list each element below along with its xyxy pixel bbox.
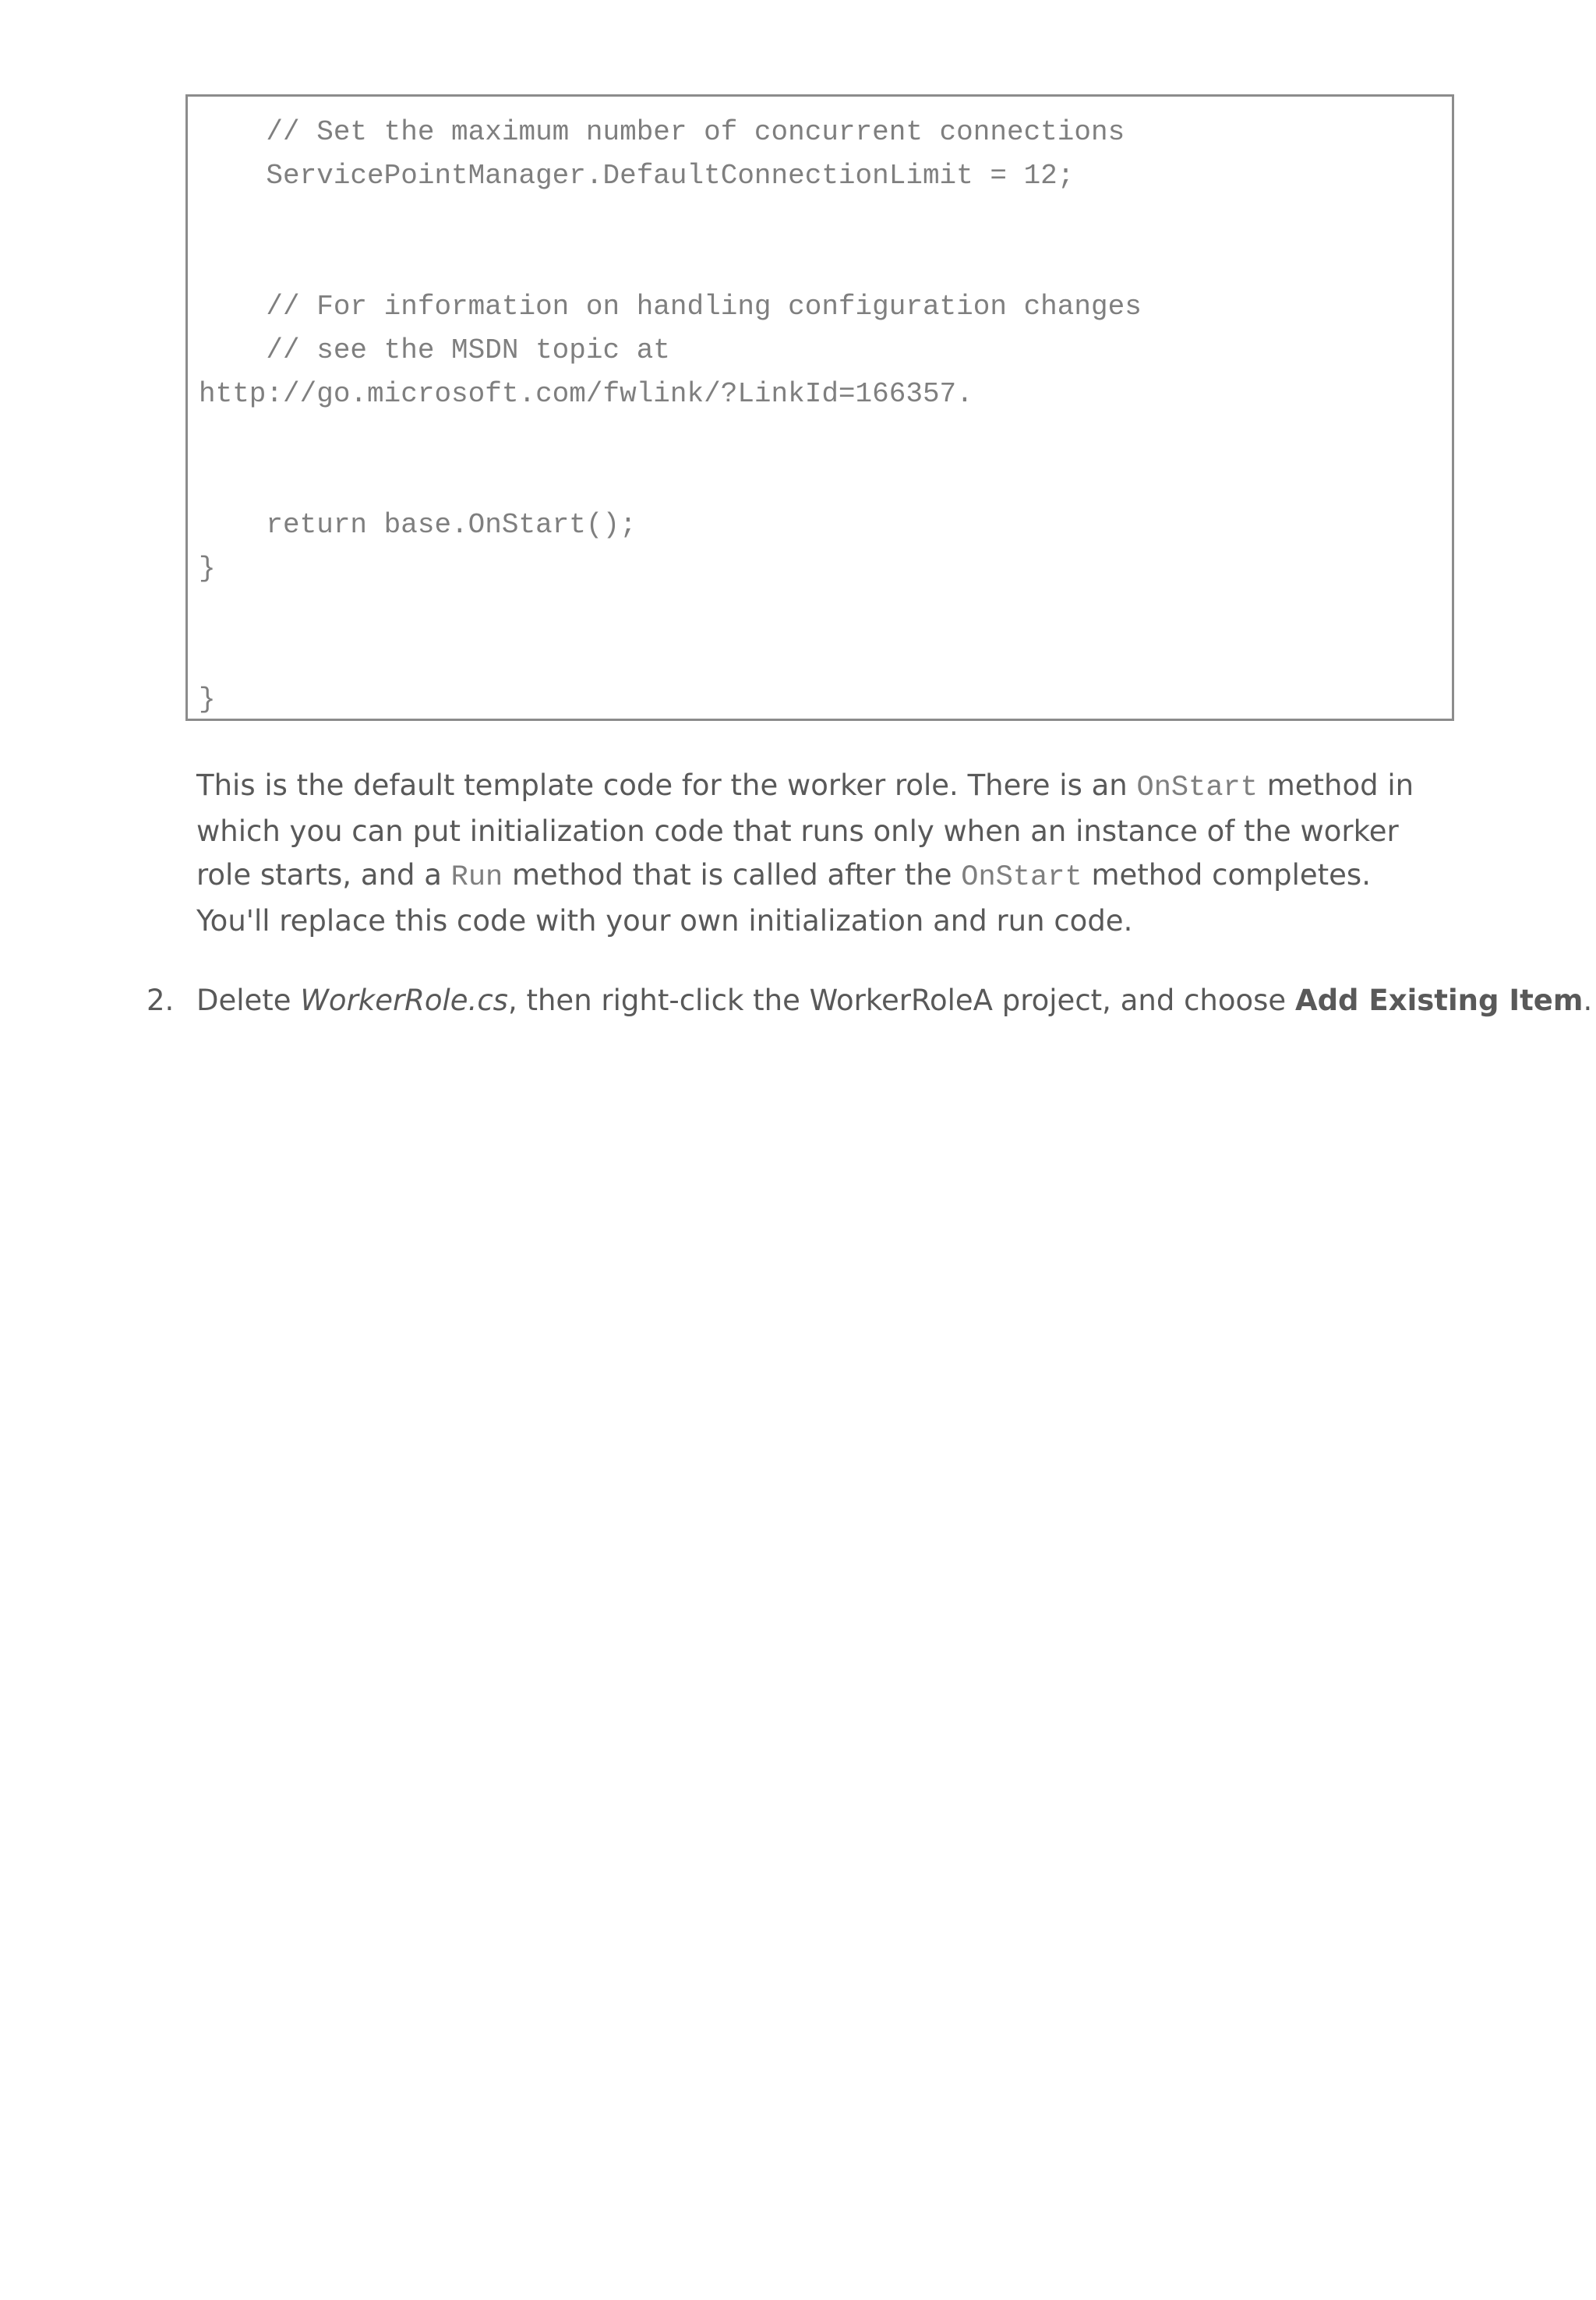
step-2-text <box>196 979 1593 1023</box>
description-paragraph <box>196 764 1451 943</box>
paragraph-text: method completes. You'll replace this code with your own initialization and run code. <box>196 858 1371 938</box>
file-name: WorkerRole.cs <box>300 984 508 1017</box>
code-line: // For information on handling configuration changes <box>199 291 1142 323</box>
step-text: . <box>1583 984 1593 1017</box>
inline-code-onstart: OnStart <box>1136 772 1258 804</box>
inline-code-onstart: OnStart <box>961 861 1082 894</box>
menu-action: Add Existing Item <box>1294 984 1584 1017</box>
code-line: // Set the maximum number of concurrent connections <box>199 116 1125 148</box>
code-line: } <box>199 684 216 715</box>
code-line: return base.OnStart(); <box>199 509 637 541</box>
step-text: , then right-click the WorkerRoleA project, and choose <box>507 984 1295 1017</box>
code-line: ServicePointManager.DefaultConnectionLimit = 12; <box>199 160 1075 192</box>
code-line: } <box>199 553 216 585</box>
step-text: Delete <box>196 984 301 1017</box>
paragraph-text: This is the default template code for the worker role. There is an <box>196 768 1137 802</box>
inline-code-run: Run <box>450 861 503 894</box>
paragraph-text: method in which you can put initialization code that runs only when an instance of the worker role starts, and a <box>196 768 1414 892</box>
code-block <box>185 94 1454 721</box>
list-number: 2. <box>147 984 175 1017</box>
paragraph-text: method that is called after the <box>503 858 962 892</box>
code-line: // see the MSDN topic at <box>199 334 670 366</box>
code-line: http://go.microsoft.com/fwlink/?LinkId=166357. <box>199 378 973 410</box>
